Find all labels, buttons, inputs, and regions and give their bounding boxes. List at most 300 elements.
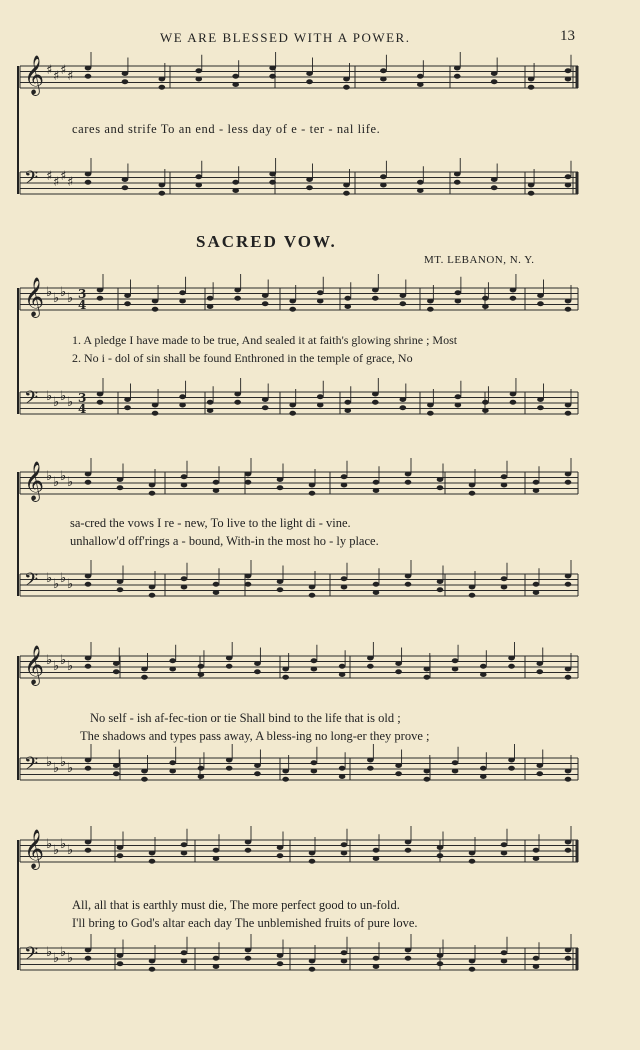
note-head (311, 760, 318, 765)
note-head (97, 400, 104, 405)
note-head (565, 174, 572, 179)
note-head (117, 485, 124, 490)
note-head (437, 961, 444, 966)
note-head (181, 585, 188, 590)
note-head (491, 185, 498, 190)
note-head (501, 585, 508, 590)
note-head (124, 293, 131, 298)
flat-sign: ♭ (53, 951, 60, 966)
note-head (437, 853, 444, 858)
note-head (282, 769, 289, 774)
note-head (565, 403, 572, 408)
note-head (469, 593, 476, 598)
note-head (533, 582, 540, 587)
note-head (400, 397, 407, 402)
note-head (469, 851, 476, 856)
flat-sign: ♭ (53, 395, 60, 410)
note-head (367, 656, 374, 661)
note-head (501, 959, 508, 964)
note-head (373, 582, 380, 587)
note-head (254, 763, 261, 768)
note-head (141, 675, 148, 680)
flat-sign: ♭ (60, 755, 67, 770)
note-head (565, 840, 572, 845)
note-head (179, 290, 186, 295)
note-head (427, 307, 434, 312)
note-head (380, 183, 387, 188)
note-head (289, 411, 296, 416)
note-head (124, 405, 131, 410)
note-head (113, 661, 120, 666)
note-head (213, 856, 220, 861)
note-head (149, 851, 156, 856)
note-head (149, 491, 156, 496)
note-head (232, 180, 239, 185)
sharp-sign: ♯ (53, 69, 60, 84)
note-head (254, 771, 261, 776)
flat-sign: ♭ (46, 469, 53, 484)
note-head (245, 956, 252, 961)
flat-sign: ♭ (46, 945, 53, 960)
note-head (501, 474, 508, 479)
note-head (510, 288, 517, 293)
note-head (169, 658, 176, 663)
note-head (405, 472, 412, 477)
note-head (169, 769, 176, 774)
system-2-verse-1: sa-cred the vows I re - new, To live to the light di - vine. (70, 516, 351, 530)
note-head (198, 672, 205, 677)
note-head (480, 766, 487, 771)
note-head (309, 967, 316, 972)
note-head (309, 851, 316, 856)
note-head (565, 472, 572, 477)
note-head (152, 307, 159, 312)
note-head (510, 392, 517, 397)
note-head (317, 299, 324, 304)
note-head (405, 948, 412, 953)
flat-sign: ♭ (67, 761, 74, 776)
note-head (380, 77, 387, 82)
note-head (510, 400, 517, 405)
flat-sign: ♭ (46, 571, 53, 586)
flat-sign: ♭ (67, 659, 74, 674)
treble-clef: 𝄞 (24, 645, 45, 685)
note-head (339, 664, 346, 669)
note-head (269, 74, 276, 79)
note-head (455, 290, 462, 295)
note-head (195, 174, 202, 179)
note-head (395, 763, 402, 768)
note-head (289, 299, 296, 304)
note-head (181, 474, 188, 479)
note-head (565, 675, 572, 680)
flat-sign: ♭ (60, 389, 67, 404)
note-head (97, 288, 104, 293)
note-head (179, 394, 186, 399)
note-head (245, 948, 252, 953)
note-head (309, 585, 316, 590)
note-head (417, 82, 424, 87)
note-head (400, 301, 407, 306)
note-head (508, 766, 515, 771)
note-head (141, 769, 148, 774)
note-head (152, 299, 159, 304)
note-head (395, 669, 402, 674)
note-head (213, 956, 220, 961)
note-head (491, 71, 498, 76)
note-head (181, 842, 188, 847)
note-head (213, 582, 220, 587)
treble-clef: 𝄞 (24, 829, 45, 869)
flat-sign: ♭ (46, 755, 53, 770)
time-signature-bottom: 4 (78, 402, 87, 416)
note-head (536, 771, 543, 776)
flat-sign: ♭ (46, 285, 53, 300)
flat-sign: ♭ (53, 291, 60, 306)
note-head (373, 488, 380, 493)
note-head (372, 392, 379, 397)
flat-sign: ♭ (67, 951, 74, 966)
note-head (195, 68, 202, 73)
note-head (528, 191, 535, 196)
note-head (97, 392, 104, 397)
note-head (124, 397, 131, 402)
bass-clef: 𝄢 (24, 388, 39, 413)
note-head (282, 675, 289, 680)
note-head (309, 483, 316, 488)
note-head (469, 859, 476, 864)
bass-clef: 𝄢 (24, 570, 39, 595)
note-head (537, 301, 544, 306)
flat-sign: ♭ (53, 761, 60, 776)
note-head (289, 307, 296, 312)
note-head (262, 293, 269, 298)
note-head (400, 405, 407, 410)
flat-sign: ♭ (67, 395, 74, 410)
note-head (277, 853, 284, 858)
note-head (344, 408, 351, 413)
note-head (159, 191, 166, 196)
note-head (159, 183, 166, 188)
note-head (533, 480, 540, 485)
note-head (373, 956, 380, 961)
note-head (309, 491, 316, 496)
note-head (469, 491, 476, 496)
note-head (309, 959, 316, 964)
note-head (533, 590, 540, 595)
note-head (469, 959, 476, 964)
note-head (245, 472, 252, 477)
note-head (400, 293, 407, 298)
note-head (141, 667, 148, 672)
flat-sign: ♭ (60, 469, 67, 484)
note-head (179, 299, 186, 304)
note-head (149, 859, 156, 864)
note-head (159, 77, 166, 82)
note-head (207, 408, 214, 413)
note-head (455, 394, 462, 399)
note-head (427, 299, 434, 304)
note-head (317, 403, 324, 408)
note-head (232, 82, 239, 87)
note-head (232, 188, 239, 193)
note-head (207, 400, 214, 405)
note-head (452, 658, 459, 663)
note-head (372, 296, 379, 301)
note-head (117, 477, 124, 482)
sharp-sign: ♯ (67, 69, 74, 84)
note-head (565, 574, 572, 579)
note-head (533, 956, 540, 961)
note-head (306, 177, 313, 182)
note-head (537, 397, 544, 402)
note-head (85, 172, 92, 177)
note-head (226, 766, 233, 771)
note-head (181, 851, 188, 856)
note-head (508, 664, 515, 669)
note-head (85, 664, 92, 669)
note-head (528, 77, 535, 82)
note-head (179, 403, 186, 408)
flat-sign: ♭ (67, 577, 74, 592)
note-head (405, 574, 412, 579)
note-head (480, 774, 487, 779)
note-head (195, 77, 202, 82)
note-head (213, 480, 220, 485)
note-head (117, 853, 124, 858)
note-head (482, 408, 489, 413)
note-head (427, 411, 434, 416)
note-head (181, 950, 188, 955)
note-head (113, 669, 120, 674)
note-head (452, 667, 459, 672)
note-head (395, 661, 402, 666)
note-head (424, 769, 431, 774)
note-head (213, 590, 220, 595)
note-head (262, 301, 269, 306)
note-head (437, 579, 444, 584)
note-head (141, 777, 148, 782)
note-head (226, 758, 233, 763)
note-head (343, 183, 350, 188)
note-head (344, 400, 351, 405)
note-head (501, 576, 508, 581)
note-head (245, 840, 252, 845)
flat-sign: ♭ (60, 285, 67, 300)
note-head (482, 400, 489, 405)
note-head (117, 845, 124, 850)
sharp-sign: ♯ (46, 63, 53, 78)
note-head (113, 763, 120, 768)
final-barline (576, 66, 579, 88)
system-3-verse-2: The shadows and types pass away, A bless-ing no long-er they prove ; (80, 729, 430, 743)
note-head (277, 485, 284, 490)
note-head (317, 394, 324, 399)
note-head (339, 766, 346, 771)
note-head (533, 488, 540, 493)
flat-sign: ♭ (46, 389, 53, 404)
note-head (405, 582, 412, 587)
note-head (454, 180, 461, 185)
note-head (491, 79, 498, 84)
note-head (452, 769, 459, 774)
note-head (501, 842, 508, 847)
note-head (85, 180, 92, 185)
system-4-verse-1: All, all that is earthly must die, The more perfect good to un-fold. (72, 898, 400, 912)
note-head (367, 664, 374, 669)
note-head (437, 587, 444, 592)
note-head (277, 579, 284, 584)
note-head (482, 296, 489, 301)
note-head (454, 172, 461, 177)
note-head (454, 66, 461, 71)
note-head (341, 474, 348, 479)
note-head (117, 961, 124, 966)
note-head (85, 956, 92, 961)
note-head (372, 400, 379, 405)
note-head (537, 293, 544, 298)
note-head (181, 576, 188, 581)
note-head (213, 848, 220, 853)
note-head (565, 582, 572, 587)
note-head (277, 587, 284, 592)
note-head (282, 667, 289, 672)
note-head (565, 956, 572, 961)
note-head (198, 664, 205, 669)
note-head (309, 859, 316, 864)
bass-clef: 𝄢 (24, 168, 39, 193)
note-head (501, 851, 508, 856)
note-head (309, 593, 316, 598)
bass-clef: 𝄢 (24, 944, 39, 969)
treble-clef: 𝄞 (24, 277, 45, 317)
note-head (113, 771, 120, 776)
composer: MT. LEBANON, N. Y. (424, 254, 535, 266)
note-head (373, 590, 380, 595)
note-head (159, 85, 166, 90)
note-head (269, 172, 276, 177)
top-fragment-lyric: cares and strife To an end - less day of e - ter - nal life. (72, 122, 381, 136)
final-barline (576, 948, 579, 970)
note-head (117, 587, 124, 592)
note-head (367, 766, 374, 771)
note-head (181, 483, 188, 488)
note-head (565, 667, 572, 672)
note-head (152, 411, 159, 416)
note-head (417, 188, 424, 193)
note-head (469, 967, 476, 972)
note-head (469, 483, 476, 488)
note-head (427, 403, 434, 408)
note-head (277, 961, 284, 966)
treble-clef: 𝄞 (24, 55, 45, 95)
note-head (344, 304, 351, 309)
flat-sign: ♭ (67, 843, 74, 858)
note-head (533, 856, 540, 861)
note-head (85, 74, 92, 79)
note-head (565, 480, 572, 485)
note-head (149, 959, 156, 964)
note-head (373, 964, 380, 969)
system-2-verse-2: unhallow'd off'rings a - bound, With-in the most ho - ly place. (70, 534, 379, 548)
note-head (469, 585, 476, 590)
sharp-sign: ♯ (67, 175, 74, 190)
note-head (373, 480, 380, 485)
note-head (372, 288, 379, 293)
note-head (482, 304, 489, 309)
note-head (85, 766, 92, 771)
note-head (277, 953, 284, 958)
note-head (149, 967, 156, 972)
note-head (149, 483, 156, 488)
note-head (405, 848, 412, 853)
final-barline (576, 840, 579, 862)
note-head (85, 758, 92, 763)
note-head (207, 296, 214, 301)
note-head (536, 669, 543, 674)
note-head (181, 959, 188, 964)
note-head (117, 953, 124, 958)
treble-clef: 𝄞 (24, 461, 45, 501)
note-head (528, 183, 535, 188)
note-head (565, 77, 572, 82)
flat-sign: ♭ (60, 653, 67, 668)
note-head (311, 769, 318, 774)
note-head (455, 403, 462, 408)
flat-sign: ♭ (60, 837, 67, 852)
note-head (277, 845, 284, 850)
note-head (117, 579, 124, 584)
note-head (152, 403, 159, 408)
note-head (373, 848, 380, 853)
note-head (317, 290, 324, 295)
note-head (437, 953, 444, 958)
note-head (213, 964, 220, 969)
note-head (341, 576, 348, 581)
note-head (282, 777, 289, 782)
flat-sign: ♭ (53, 843, 60, 858)
note-head (245, 848, 252, 853)
note-head (262, 405, 269, 410)
note-head (565, 299, 572, 304)
note-head (339, 774, 346, 779)
note-head (565, 183, 572, 188)
note-head (169, 667, 176, 672)
flat-sign: ♭ (53, 577, 60, 592)
note-head (533, 848, 540, 853)
note-head (508, 758, 515, 763)
system-1-verse-2: 2. No i - dol of sin shall be found Enthroned in the temple of grace, No (72, 351, 413, 365)
note-head (480, 664, 487, 669)
note-head (565, 769, 572, 774)
sharp-sign: ♯ (60, 63, 67, 78)
note-head (122, 177, 129, 182)
note-head (424, 667, 431, 672)
note-head (565, 411, 572, 416)
time-signature-top: 3 (78, 391, 87, 405)
system-1-verse-1: 1. A pledge I have made to be true, And sealed it at faith's glowing shrine ; Most (72, 333, 458, 347)
note-head (380, 68, 387, 73)
note-head (85, 656, 92, 661)
note-head (269, 66, 276, 71)
note-head (344, 296, 351, 301)
note-head (124, 301, 131, 306)
note-head (234, 392, 241, 397)
note-head (207, 304, 214, 309)
flat-sign: ♭ (67, 475, 74, 490)
note-head (565, 948, 572, 953)
note-head (437, 485, 444, 490)
